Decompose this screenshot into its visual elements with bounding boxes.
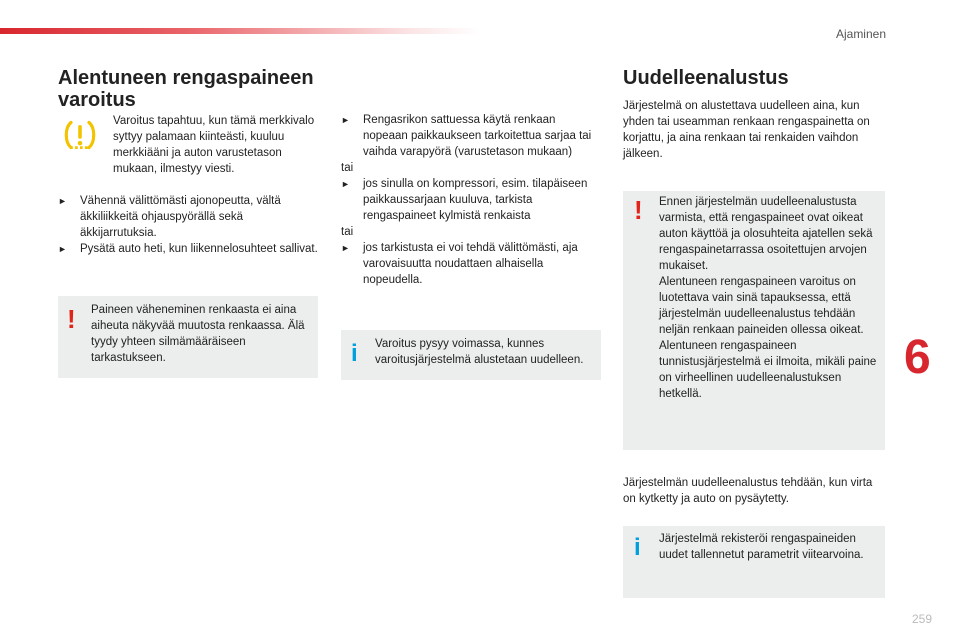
bullet-arrow-icon: ► — [341, 179, 350, 189]
middle-info-text: Varoitus pysyy voimassa, kunnes varoitusjärjestelmä alustetaan uudelleen. — [375, 338, 584, 366]
or-text: tai — [341, 162, 354, 174]
left-bullet-list — [58, 193, 318, 257]
middle-list — [341, 112, 603, 288]
page-number: 259 — [912, 612, 933, 626]
middle-info-box — [341, 330, 601, 380]
right-paragraph: Järjestelmän uudelleenalustus tehdään, kun virta on kytketty ja auto on pysäytetty. — [623, 477, 873, 505]
tire-pressure-warning-icon — [62, 117, 98, 153]
info-icon: i — [351, 340, 358, 367]
right-warning-box — [623, 191, 885, 450]
left-warning-box — [58, 296, 318, 378]
right-info-box — [623, 526, 885, 598]
left-title: Alentuneen rengaspaineen varoitus — [58, 67, 314, 111]
right-info-text: Järjestelmä rekisteröi rengaspaineiden uudet tallennetut parametrit viitearvoina. — [659, 533, 864, 561]
bullet-text: Vähennä välittömästi ajonopeutta, vältä äkkiliikkeitä ohjauspyörällä sekä äkkijarrutuksia. — [80, 195, 281, 239]
warning-exclamation-icon: ! — [634, 195, 643, 225]
top-accent-bar — [0, 28, 480, 34]
right-title: Uudelleenalustus — [623, 67, 789, 89]
bullet-text: Rengasrikon sattuessa käytä renkaan nopeaan paikkaukseen tarkoitettua sarjaa tai vaihda varapyörä (varustetason mukaan) — [363, 114, 592, 158]
or-text: tai — [341, 226, 354, 238]
left-warning-text: Paineen väheneminen renkaasta ei aina aiheuta näkyvää muutosta renkaassa. Älä tyydy yhteen silmämääräiseen tarkastukseen. — [91, 304, 305, 364]
right-warning-text: Ennen järjestelmän uudelleenalustusta varmista, että rengaspaineet ovat oikeat auton käyttöä ja olosuhteita ajatellen sekä rengaspainetarrassa osoitettujen arvojen mukaiset. Alentuneen rengaspaineen varoitus on luotettava vain sinä tapauksessa, että järjestelmän uudelleenalustus tehdään neljän renkaan paineiden ollessa oikeat. Alentuneen rengaspaineen tunnistusjärjestelmä ei ilmoita, mikäli paine on virheellinen uudelleenalustuksen hetkellä. — [659, 196, 877, 400]
bullet-text: jos sinulla on kompressori, esim. tilapäiseen paikkaussarjaan kuuluva, tarkista rengaspaineet kylmistä renkaista — [363, 178, 588, 222]
left-intro: Varoitus tapahtuu, kun tämä merkkivalo syttyy palamaan kiinteästi, kuuluu merkkiääni ja auton varustetason mukaan, ilmestyy viesti. — [113, 115, 315, 175]
section-header: Ajaminen — [835, 27, 886, 41]
list-item — [58, 193, 318, 241]
list-item — [341, 176, 603, 224]
bullet-text: Pysätä auto heti, kun liikennelosuhteet sallivat. — [80, 243, 318, 255]
bullet-arrow-icon: ► — [58, 196, 67, 206]
bullet-arrow-icon: ► — [341, 243, 350, 253]
chapter-number: 6 — [904, 331, 931, 384]
bullet-arrow-icon: ► — [58, 244, 67, 254]
list-item — [58, 241, 318, 257]
list-item — [341, 112, 603, 160]
warning-exclamation-icon: ! — [67, 304, 76, 334]
bullet-arrow-icon: ► — [341, 115, 350, 125]
info-icon: i — [634, 534, 641, 561]
bullet-text: jos tarkistusta ei voi tehdä välittömästi, aja varovaisuutta noudattaen alhaisella nopeudella. — [363, 242, 578, 286]
list-item — [341, 240, 603, 288]
right-intro: Järjestelmä on alustettava uudelleen aina, kun yhden tai useamman renkaan rengaspainetta on korjattu, ja aina renkaan tai renkaiden vaihdon jälkeen. — [623, 100, 870, 160]
